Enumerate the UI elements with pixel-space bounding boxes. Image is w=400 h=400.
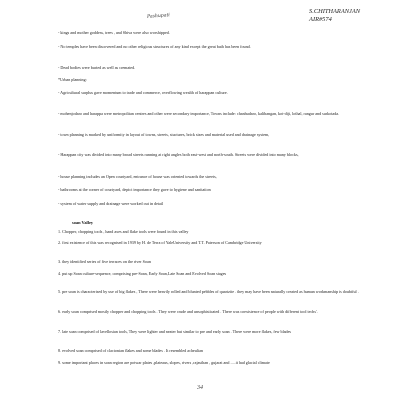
list-item-text: 9. some important places in soan region are potwar plates ,plateaus, slopes, rivers ,rajasthan , gujarat and .....it had glacial climate: [58, 360, 270, 365]
author-header: [309, 8, 360, 23]
paragraph-text: - system of water supply and drainage were worked out in detail: [58, 201, 164, 206]
paragraph-text: - house planning includes an Open courtyard, entrance of house was oriented towards the streets,: [58, 174, 217, 179]
paragraph-drainage: [58, 201, 360, 206]
paragraph-streets: [58, 152, 360, 157]
list-item-text: 8. evolved soan comprised of clactonian flakes and some blades . It resembled acheulian: [58, 348, 203, 353]
paragraph-text: - kings and mother goddess, trees , and Shiva were also worshipped.: [58, 30, 170, 35]
list-item: [58, 329, 360, 334]
paragraph-text: - town planning is marked by uniformity in layout of towns, streets, stuctures, brick sizes and material used and drainage system,: [58, 132, 270, 137]
paragraph-text: - mohenjodaro and harappa were metropolitan centres and other were secondary importance, Towns include: chanhudaro, kalibangan, kot-diji, lothal, rangur and surkotada.: [58, 111, 340, 116]
list-item-text: 1. Chopper, chopping tools , hand axes and flake tools were found in this valley: [58, 229, 189, 234]
section-heading: soan Valley: [72, 220, 94, 225]
author-name: S.CHITHARANJAN: [309, 8, 360, 15]
paragraph-text: *Urban planning:: [58, 77, 87, 82]
list-item-text: 3. they identified series of five terraces on the river Soan: [58, 259, 151, 264]
paragraph-towns: [58, 111, 360, 116]
paragraph-text: - bathrooms at the corner of courtyard, depict importance they gave to hygiene and sanitation: [58, 187, 211, 192]
handwritten-annotation: Pashupati: [146, 13, 171, 20]
paragraph-bathrooms: [58, 187, 360, 192]
paragraph-house-planning: [58, 174, 360, 179]
author-code: AIR#574: [309, 15, 332, 23]
paragraph-burial: [58, 65, 360, 70]
urban-planning-heading: [58, 77, 360, 82]
list-item: [58, 309, 360, 314]
paragraph-text: - Harappan city was divided into many broad streets running at right angles both east-west and north-south. Streets were divided into many blocks,: [58, 152, 299, 157]
list-item-text: 4. put up Soan culture-sequence, comprising pre-Soan, Early Soan,Late Soan and Evolved Soan stages: [58, 271, 227, 276]
list-item: [58, 271, 360, 276]
list-item-text: 6. early soan comprised mostly chopper and chopping tools . They were crude and unsophisticated . There was coexistence of people with different tool techs'.: [58, 309, 318, 314]
list-item-text: 5. pre soan is characterised by use of big flakes , There were heavily rolled and blunted pebbles of quartzite . they may have been naturally created as human workmanship is doubtful .: [58, 289, 359, 294]
list-item: [58, 259, 360, 264]
page-number: 34: [197, 385, 203, 391]
paragraph-text: - Dead bodies were buried as well as cremated.: [58, 65, 136, 70]
paragraph-town-planning: [58, 132, 360, 137]
paragraph-agriculture: [58, 90, 360, 95]
list-item-text: 7. late soan comprised of lavellosian tools, They were lighter and neater but similar to pre and early soan . There were more flakes, few blades: [58, 329, 291, 334]
list-item: [58, 360, 360, 365]
paragraph-text: - Agricultural surplus gave momentum to trade and commerce, overflowing wealth of harappan culture.: [58, 90, 228, 95]
paragraph-religion-1: [58, 30, 360, 35]
list-item-text: 2. first existence of this was recognised in 1939 by H. de Terra of YaleUniversity and T.T. Paterson of Cambridge University: [58, 240, 262, 245]
list-item: [58, 348, 360, 353]
paragraph-text: - No temples have been discovered and no other religious structures of any kind except the great bath has been found.: [58, 44, 251, 49]
list-item: [58, 240, 360, 245]
list-item: [58, 229, 360, 234]
list-item: [58, 289, 360, 294]
paragraph-religion-2: [58, 44, 360, 49]
